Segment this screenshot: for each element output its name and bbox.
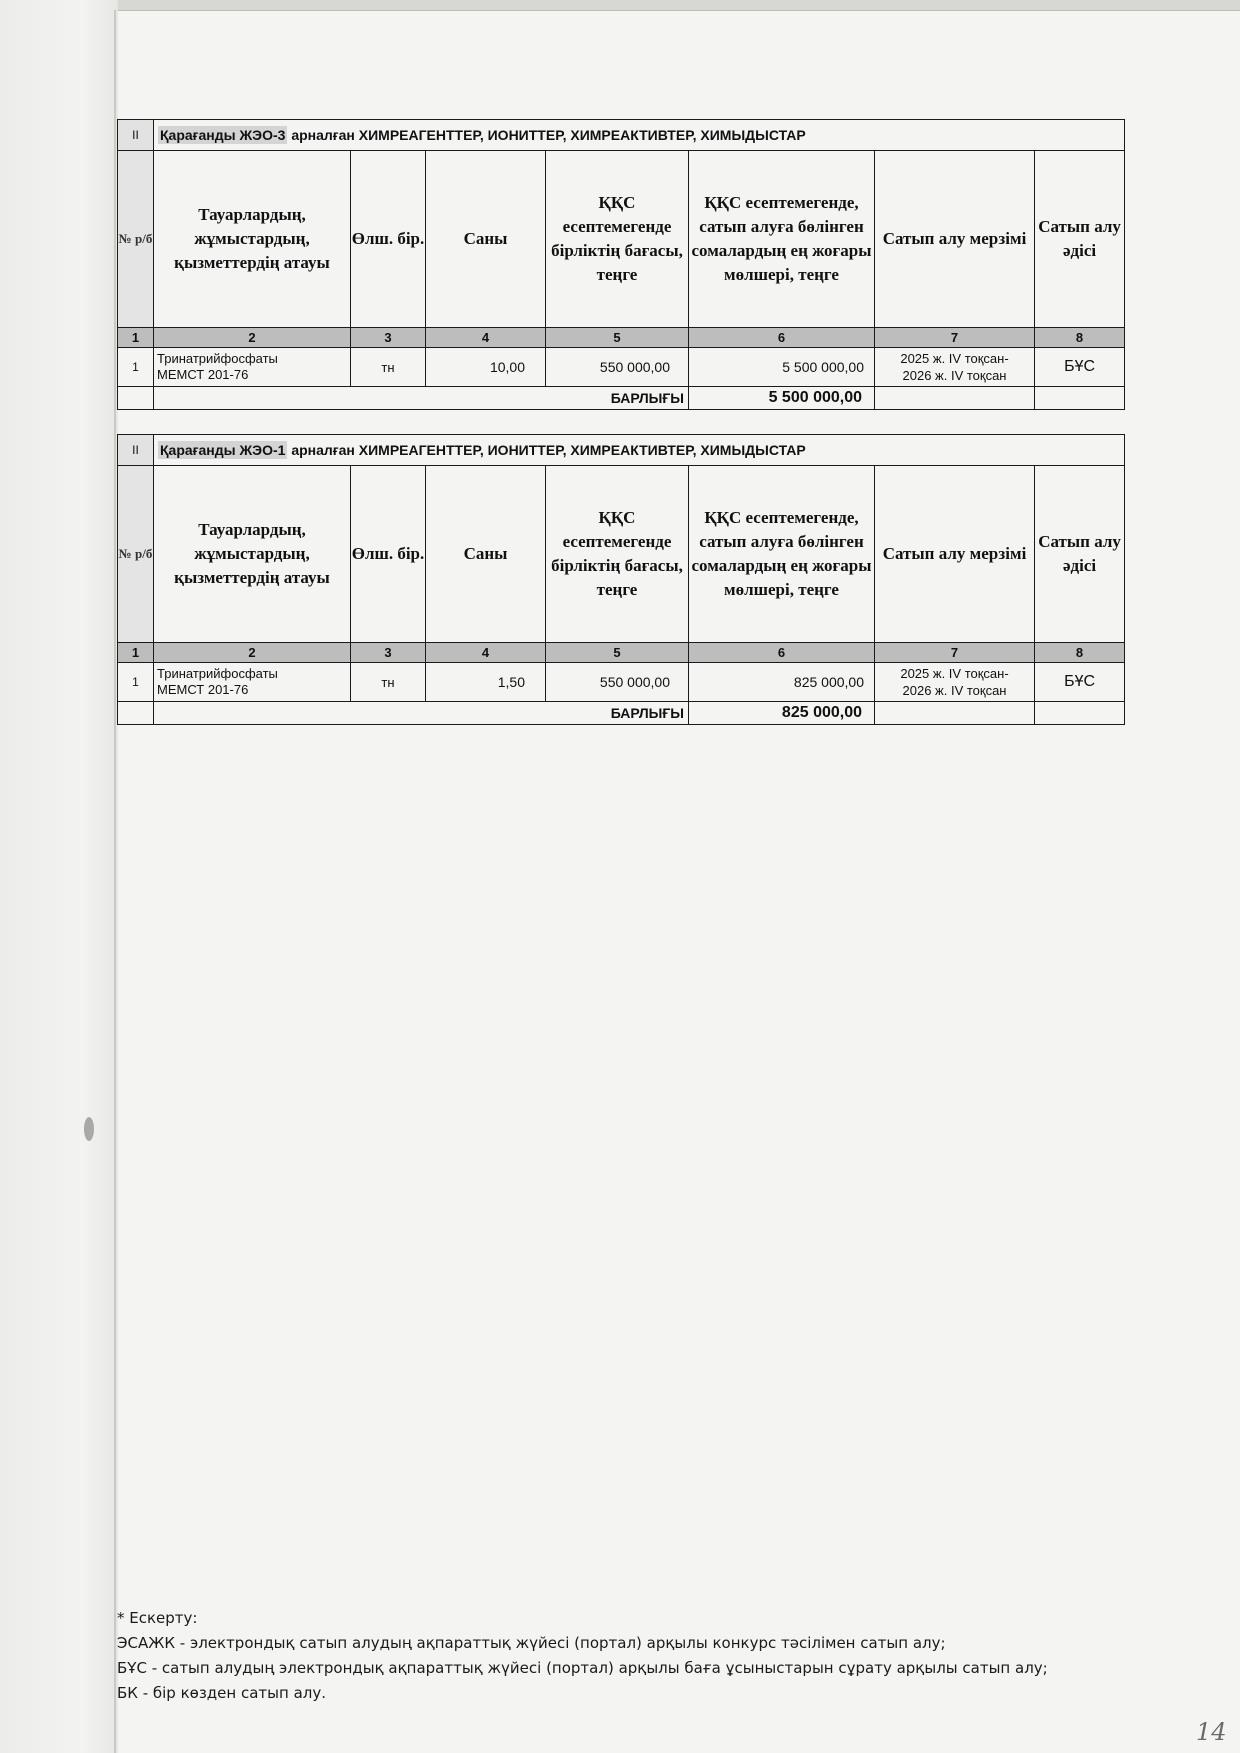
- section-title: [154, 120, 1125, 151]
- header-unit: Өлш. бір.: [351, 466, 426, 643]
- term-end: 2026 ж. IV тоқсан: [902, 683, 1007, 698]
- page-left-margin: [0, 0, 118, 1753]
- header-procurement-term: Сатып алу мерзімі: [875, 151, 1035, 328]
- header-unit: Өлш. бір.: [351, 151, 426, 328]
- footnote-line: ЭСАЖК - электрондық сатып алудың ақпараттық жүйесі (портал) арқылы конкурс тәсілімен сатып алу;: [117, 1634, 946, 1652]
- punch-hole-mark: [84, 1117, 94, 1141]
- section-number: II: [118, 435, 154, 466]
- section-number: II: [118, 120, 154, 151]
- footnotes: [117, 1606, 1048, 1706]
- term-start: 2025 ж. IV тоқсан-: [900, 666, 1009, 681]
- procurement-section-tec3: [117, 119, 1126, 410]
- page-top-edge: [0, 0, 1240, 11]
- footnote-heading: * Ескерту:: [117, 1609, 198, 1627]
- column-index: 6: [689, 643, 875, 663]
- term-end: 2026 ж. IV тоқсан: [902, 368, 1007, 383]
- total-blank: [875, 387, 1035, 410]
- total-blank: [1035, 702, 1125, 725]
- column-index: 4: [426, 643, 546, 663]
- column-index: 5: [546, 328, 689, 348]
- footnote-line: БК - бір көзден сатып алу.: [117, 1684, 327, 1702]
- section-title: [154, 435, 1125, 466]
- column-index: 1: [118, 643, 154, 663]
- total-amount: 825 000,00: [689, 702, 875, 725]
- section-title-text: арналған ХИМРЕАГЕНТТЕР, ИОНИТТЕР, ХИМРЕАКТИВТЕР, ХИМЫДЫСТАР: [291, 442, 806, 458]
- item-method: БҰС: [1035, 348, 1125, 387]
- column-index: 6: [689, 328, 875, 348]
- column-index: 4: [426, 328, 546, 348]
- column-index-row: [118, 643, 1125, 663]
- item-name-line: Тринатрийфосфаты: [157, 666, 278, 681]
- total-blank: [1035, 387, 1125, 410]
- column-index: 2: [154, 643, 351, 663]
- row-number: 1: [118, 348, 154, 387]
- term-start: 2025 ж. IV тоқсан-: [900, 351, 1009, 366]
- item-max-amount: 825 000,00: [689, 663, 875, 702]
- item-term: [875, 663, 1035, 702]
- item-standard: МЕМСТ 201-76: [157, 367, 249, 382]
- header-unit-price: ҚҚС есептемегенде бірліктің бағасы, теңге: [546, 151, 689, 328]
- item-max-amount: 5 500 000,00: [689, 348, 875, 387]
- item-quantity: 10,00: [426, 348, 546, 387]
- total-blank: [875, 702, 1035, 725]
- header-quantity: Саны: [426, 466, 546, 643]
- item-unit: тн: [351, 348, 426, 387]
- header-procurement-term: Сатып алу мерзімі: [875, 466, 1035, 643]
- item-name-line: Тринатрийфосфаты: [157, 351, 278, 366]
- procurement-section-tec1: [117, 434, 1126, 725]
- item-standard: МЕМСТ 201-76: [157, 682, 249, 697]
- column-index: 8: [1035, 328, 1125, 348]
- header-unit-price: ҚҚС есептемегенде бірліктің бағасы, теңге: [546, 466, 689, 643]
- footnote-line: БҰС - сатып алудың электрондық ақпараттық жүйесі (портал) арқылы баға ұсыныстарын сұрату арқылы сатып алу;: [117, 1659, 1048, 1677]
- column-index: 2: [154, 328, 351, 348]
- column-index: 5: [546, 643, 689, 663]
- column-index: 3: [351, 328, 426, 348]
- total-blank: [118, 387, 154, 410]
- total-label: БАРЛЫҒЫ: [154, 387, 689, 410]
- item-method: БҰС: [1035, 663, 1125, 702]
- section-title-text: арналған ХИМРЕАГЕНТТЕР, ИОНИТТЕР, ХИМРЕАКТИВТЕР, ХИМЫДЫСТАР: [291, 127, 806, 143]
- column-index: 1: [118, 328, 154, 348]
- header-procurement-method: Сатып алу әдісі: [1035, 466, 1125, 643]
- page-number: 14: [1196, 1718, 1227, 1746]
- item-unit: тн: [351, 663, 426, 702]
- total-row: [118, 702, 1125, 725]
- procurement-table: [117, 434, 1125, 725]
- column-index: 8: [1035, 643, 1125, 663]
- item-quantity: 1,50: [426, 663, 546, 702]
- header-item-name: Тауарлардың, жұмыстардың, қызметтердің атауы: [154, 151, 351, 328]
- total-amount: 5 500 000,00: [689, 387, 875, 410]
- header-max-amount: ҚҚС есептемегенде, сатып алуға бөлінген сомалардың ең жоғары мөлшері, теңге: [689, 151, 875, 328]
- header-row-number: № р/б: [118, 466, 154, 643]
- table-row: [118, 348, 1125, 387]
- organization-name: Қарағанды ЖЭО-3: [160, 127, 286, 143]
- item-name: [154, 348, 351, 387]
- row-number: 1: [118, 663, 154, 702]
- item-name: [154, 663, 351, 702]
- header-item-name: Тауарлардың, жұмыстардың, қызметтердің атауы: [154, 466, 351, 643]
- column-index: 3: [351, 643, 426, 663]
- column-index-row: [118, 328, 1125, 348]
- item-unit-price: 550 000,00: [546, 663, 689, 702]
- procurement-table: [117, 119, 1125, 410]
- column-index: 7: [875, 643, 1035, 663]
- table-row: [118, 663, 1125, 702]
- header-procurement-method: Сатып алу әдісі: [1035, 151, 1125, 328]
- header-row-number: № р/б: [118, 151, 154, 328]
- binding-line: [114, 10, 116, 1753]
- header-quantity: Саны: [426, 151, 546, 328]
- header-max-amount: ҚҚС есептемегенде, сатып алуға бөлінген сомалардың ең жоғары мөлшері, теңге: [689, 466, 875, 643]
- total-row: [118, 387, 1125, 410]
- organization-name: Қарағанды ЖЭО-1: [160, 442, 286, 458]
- total-label: БАРЛЫҒЫ: [154, 702, 689, 725]
- column-index: 7: [875, 328, 1035, 348]
- item-term: [875, 348, 1035, 387]
- item-unit-price: 550 000,00: [546, 348, 689, 387]
- total-blank: [118, 702, 154, 725]
